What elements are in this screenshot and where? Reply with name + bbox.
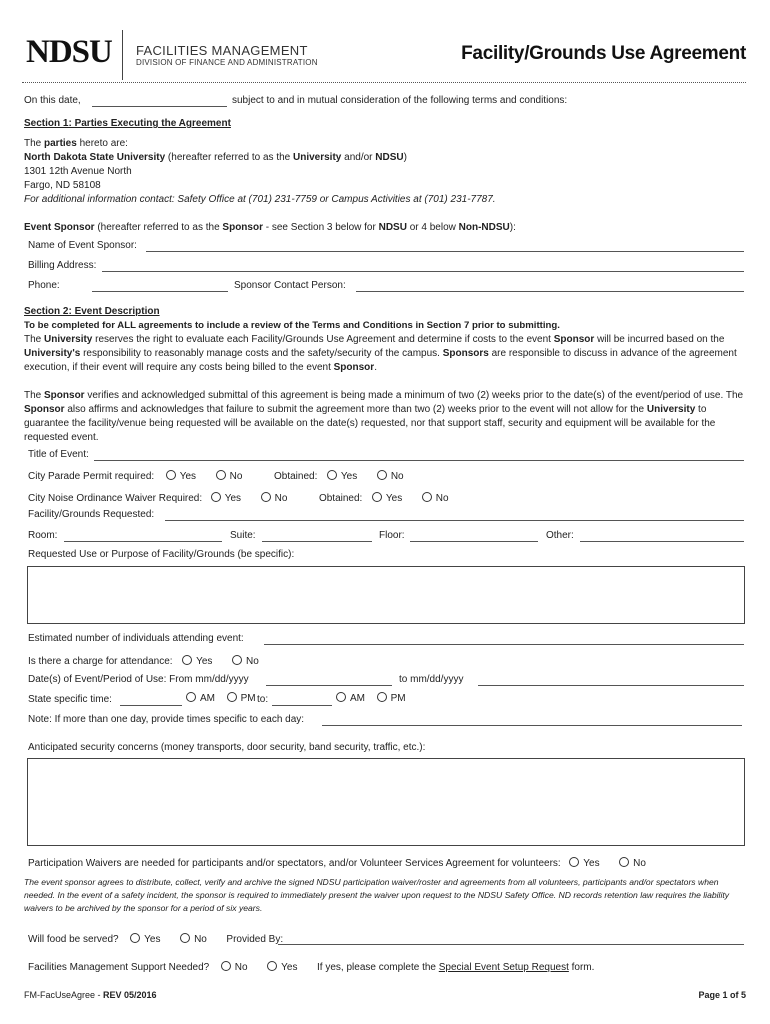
- start-am-radio[interactable]: [186, 692, 196, 702]
- parade-no-radio[interactable]: [216, 470, 226, 480]
- charge-yes-radio[interactable]: [182, 655, 192, 665]
- support-yes-label: Yes: [281, 962, 298, 973]
- charge-no-label: No: [246, 656, 259, 667]
- time-label: State specific time:: [28, 694, 112, 705]
- provided-field[interactable]: [278, 944, 744, 945]
- header-rule: [22, 82, 746, 83]
- grounds-field[interactable]: [165, 520, 744, 521]
- noise-no-radio[interactable]: [261, 492, 271, 502]
- dates-from-label: Date(s) of Event/Period of Use: From mm/dd/yyyy: [28, 674, 249, 685]
- phone-field[interactable]: [92, 291, 228, 292]
- event-title-label: Title of Event:: [28, 449, 89, 460]
- dates-to-label: to mm/dd/yyyy: [399, 674, 464, 685]
- support-end: form.: [568, 962, 595, 973]
- noise-obtained-label: Obtained:: [318, 493, 363, 504]
- waiver-yes-radio[interactable]: [569, 857, 579, 867]
- noise-no-label: No: [274, 493, 288, 504]
- waiver-yes-label: Yes: [583, 858, 600, 869]
- start-ampm: [186, 692, 256, 704]
- end-am-radio[interactable]: [336, 692, 346, 702]
- waiver-no-label: No: [633, 858, 646, 869]
- parade-no-label: No: [229, 471, 243, 482]
- note-field[interactable]: [322, 725, 742, 726]
- support-post: If yes, please complete the: [317, 962, 439, 973]
- parade-yes-radio[interactable]: [166, 470, 176, 480]
- food-row: [28, 933, 283, 945]
- charge-no-radio[interactable]: [232, 655, 242, 665]
- end-am-label: AM: [350, 693, 365, 704]
- parade-obtained-yes-label: Yes: [340, 471, 358, 482]
- charge-row: [28, 655, 259, 667]
- ndsu-logo: NDSU: [26, 34, 112, 70]
- noise-yes-radio[interactable]: [211, 492, 221, 502]
- date-to-field[interactable]: [478, 685, 744, 686]
- billing-label: Billing Address:: [28, 260, 97, 271]
- support-no-label: No: [234, 962, 248, 973]
- contact-info: For additional information contact: Safety Office at (701) 231-7759 or Campus Activities at (701) 231-7787.: [24, 194, 496, 205]
- contact-person-label: Sponsor Contact Person:: [234, 280, 346, 291]
- noise-yes-label: Yes: [224, 493, 242, 504]
- waiver-text: The event sponsor agrees to distribute, collect, verify and archive the signed NDSU participation waiver/roster and agreements from all volunteers, participants and/or spectators when needed. In the event of a safety incident, the sponsor is required to immediately present the waiver upon request to the NDSU Safety Office. ND records retention law requires the liability waivers to be archived by the sponsor for a period of six years.: [24, 877, 730, 913]
- phone-label: Phone:: [28, 280, 60, 291]
- food-no-label: No: [194, 934, 207, 945]
- date-field[interactable]: [92, 106, 227, 107]
- purpose-label: Requested Use or Purpose of Facility/Grounds (be specific):: [28, 549, 295, 560]
- university-line: North Dakota State University (hereafter referred to as the University and/or NDSU): [24, 152, 407, 163]
- section1-heading: Section 1: Parties Executing the Agreement: [24, 118, 231, 129]
- support-label: Facilities Management Support Needed?: [28, 962, 210, 973]
- special-event-setup-link[interactable]: Special Event Setup Request: [438, 962, 569, 973]
- parade-obtained-label: Obtained:: [273, 471, 318, 482]
- document-title: Facility/Grounds Use Agreement: [461, 43, 746, 64]
- charge-label: Is there a charge for attendance:: [28, 656, 173, 667]
- noise-obtained-yes-label: Yes: [385, 493, 403, 504]
- noise-obtained-yes-radio[interactable]: [372, 492, 382, 502]
- event-title-field[interactable]: [94, 460, 744, 461]
- other-label: Other:: [546, 530, 574, 541]
- security-textarea[interactable]: [27, 758, 745, 846]
- date-from-field[interactable]: [266, 685, 392, 686]
- noise-obtained-no-label: No: [435, 493, 449, 504]
- header-divider: [122, 30, 123, 80]
- end-time-field[interactable]: [272, 705, 332, 706]
- suite-field[interactable]: [262, 541, 372, 542]
- support-row: [28, 961, 594, 973]
- time-to-label: to:: [257, 694, 269, 705]
- grounds-label: Facility/Grounds Requested:: [28, 509, 155, 520]
- contact-person-field[interactable]: [356, 291, 744, 292]
- support-yes-radio[interactable]: [267, 961, 277, 971]
- address-line1: 1301 12th Avenue North: [24, 166, 132, 177]
- floor-label: Floor:: [379, 530, 405, 541]
- security-label: Anticipated security concerns (money transports, door security, band security, traffic, etc.):: [28, 742, 426, 753]
- support-no-radio[interactable]: [221, 961, 231, 971]
- food-label: Will food be served?: [28, 934, 119, 945]
- division-name: DIVISION OF FINANCE AND ADMINISTRATION: [136, 58, 318, 67]
- footer-page-number: Page 1 of 5: [698, 990, 746, 1000]
- parade-obtained-no-label: No: [390, 471, 404, 482]
- parade-row: [28, 470, 404, 482]
- sponsor-line: Event Sponsor (hereafter referred to as the Sponsor - see Section 3 below for NDSU or 4 below Non-NDSU):: [24, 222, 516, 233]
- suite-label: Suite:: [230, 530, 256, 541]
- section2-subheading: To be completed for ALL agreements to include a review of the Terms and Conditions in Section 7 prior to submitting.: [24, 320, 560, 331]
- food-yes-radio[interactable]: [130, 933, 140, 943]
- end-pm-radio[interactable]: [377, 692, 387, 702]
- parties-line: The parties hereto are:: [24, 138, 128, 149]
- start-time-field[interactable]: [120, 705, 182, 706]
- billing-field[interactable]: [102, 271, 744, 272]
- intro-subject: subject to and in mutual consideration of the following terms and conditions:: [232, 95, 568, 106]
- section2-paragraph2: The Sponsor verifies and acknowledged submittal of this agreement is being made a minimum of two (2) weeks prior to the date(s) of the event/period of use. The Sponsor also affirms and acknowledges that failure to submit the agreement more than two (2) weeks prior to the event will not allow for the University to guarantee the facility/venue being requested will be available on the date(s) requested, nor that support staff, security and equipment will be available for the requested event.: [24, 390, 744, 443]
- note-label: Note: If more than one day, provide times specific to each day:: [28, 714, 305, 725]
- sponsor-name-field[interactable]: [146, 251, 744, 252]
- room-label: Room:: [28, 530, 58, 541]
- charge-yes-label: Yes: [196, 656, 213, 667]
- end-pm-label: PM: [390, 693, 406, 704]
- noise-label: City Noise Ordinance Waiver Required:: [28, 493, 203, 504]
- footer-form-id: FM-FacUseAgree - REV 05/2016: [24, 990, 157, 1000]
- parade-obtained-no-radio[interactable]: [377, 470, 387, 480]
- parade-obtained-yes-radio[interactable]: [327, 470, 337, 480]
- parade-yes-label: Yes: [179, 471, 197, 482]
- start-am-label: AM: [200, 693, 215, 704]
- attendance-field[interactable]: [264, 644, 744, 645]
- address-line2: Fargo, ND 58108: [24, 180, 101, 191]
- food-yes-label: Yes: [144, 934, 161, 945]
- attendance-label: Estimated number of individuals attending event:: [28, 633, 244, 644]
- noise-obtained-no-radio[interactable]: [422, 492, 432, 502]
- sponsor-name-label: Name of Event Sponsor:: [28, 240, 137, 251]
- waiver-no-radio[interactable]: [619, 857, 629, 867]
- provided-label: Provided By:: [226, 934, 284, 945]
- other-field[interactable]: [580, 541, 744, 542]
- waiver-row: [28, 857, 646, 869]
- food-no-radio[interactable]: [180, 933, 190, 943]
- section2-paragraph1: The University reserves the right to evaluate each Facility/Grounds Use Agreement and determine if costs to the event Sponsor will be incurred based on the University's responsibility to reasonably manage costs and the safety/security of the campus. Sponsors are responsible to discuss in advance of the agreement execution, if their event will require any costs being billed to the event Sponsor.: [24, 334, 737, 373]
- floor-field[interactable]: [410, 541, 538, 542]
- start-pm-label: PM: [240, 693, 256, 704]
- parade-label: City Parade Permit required:: [28, 471, 155, 482]
- section2-heading: Section 2: Event Description: [24, 306, 160, 317]
- end-ampm: [336, 692, 406, 704]
- room-field[interactable]: [64, 541, 222, 542]
- purpose-textarea[interactable]: [27, 566, 745, 624]
- dept-name: FACILITIES MANAGEMENT: [136, 43, 308, 58]
- intro-date-label: On this date,: [24, 95, 81, 106]
- noise-row: [28, 492, 449, 504]
- waiver-label: Participation Waivers are needed for participants and/or spectators, and/or Volunteer Services Agreement for volunteers:: [28, 858, 561, 869]
- start-pm-radio[interactable]: [227, 692, 237, 702]
